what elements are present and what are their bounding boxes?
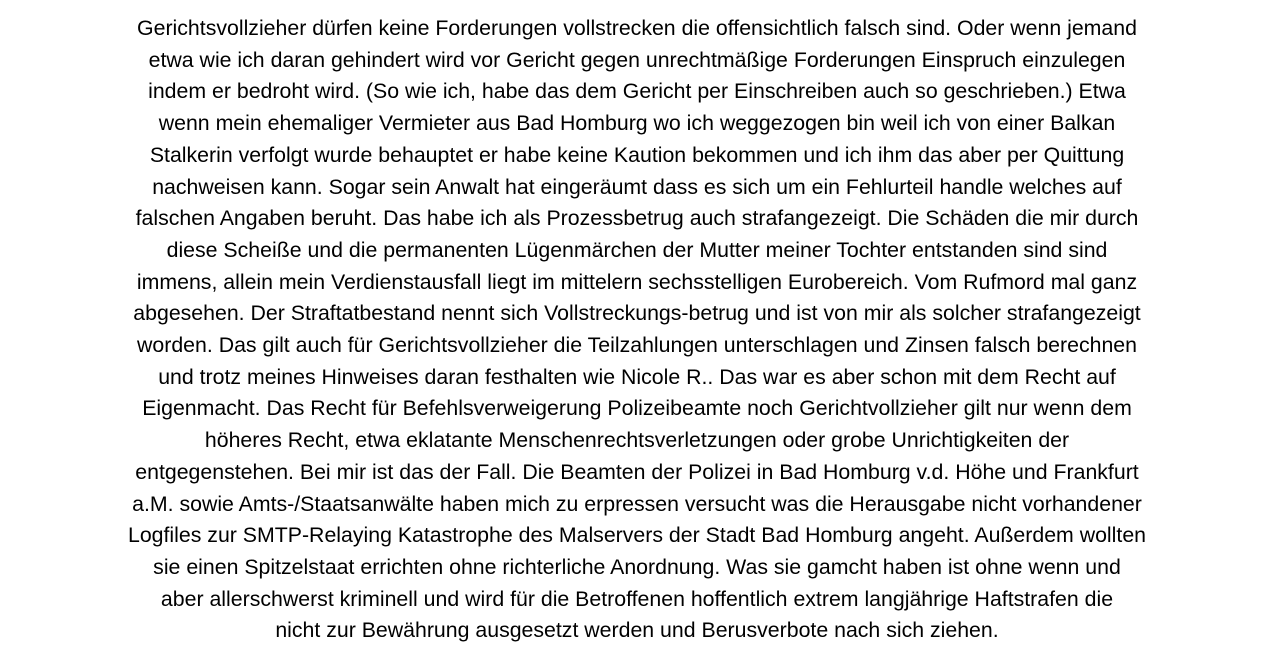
text-line: diese Scheiße und die permanenten Lügenmärchen der Mutter meiner Tochter entstanden sind sind <box>166 237 1108 262</box>
text-line: aber allerschwerst kriminell und wird für die Betroffenen hoffentlich extrem langjährige Haftstrafen die <box>160 586 1114 611</box>
text-line: höheres Recht, etwa eklatante Menschenrechtsverletzungen oder grobe Unrichtigkeiten der <box>204 428 1070 453</box>
text-line: Stalkerin verfolgt wurde behauptet er habe keine Kaution bekommen und ich ihm das aber per Quittung <box>149 142 1125 167</box>
text-line: sie einen Spitzelstaat errichten ohne richterliche Anordnung. Was sie gamcht haben ist ohne wenn und <box>153 554 1121 579</box>
text-line: nachweisen kann. Sogar sein Anwalt hat eingeräumt dass es sich um ein Fehlurteil handle welches auf <box>152 174 1122 199</box>
text-line: Gerichtsvollzieher dürfen keine Forderungen vollstrecken die offensichtlich falsch sind. Oder wenn jemand <box>137 16 1137 40</box>
text-line: wenn mein ehemaliger Vermieter aus Bad Homburg wo ich weggezogen bin weil ich von einer Balkan <box>158 111 1116 136</box>
text-line: worden. Das gilt auch für Gerichtsvollzieher die Teilzahlungen unterschlagen und Zinsen falsch berechnen <box>137 333 1137 358</box>
text-line: a.M. sowie Amts-/Staatsanwälte haben mich zu erpressen versucht was die Herausgabe nicht vorhandener <box>132 491 1142 516</box>
text-line: und trotz meines Hinweises daran festhalten wie Nicole R.. Das war es aber schon mit dem Recht auf <box>158 364 1116 389</box>
text-line: etwa wie ich daran gehindert wird vor Gericht gegen unrechtmäßige Forderungen Einspruch einzulegen <box>148 47 1126 72</box>
text-line: immens, allein mein Verdienstausfall liegt im mittelern sechsstelligen Eurobereich. Vom Rufmord mal ganz <box>136 269 1138 294</box>
text-line: Logfiles zur SMTP-Relaying Katastrophe des Malservers der Stadt Bad Homburg angeht. Außerdem wollten <box>127 523 1147 548</box>
text-line: abgesehen. Der Straftatbestand nennt sich Vollstreckungs-betrug und ist von mir als solcher strafangezeigt <box>133 301 1141 326</box>
body-text <box>0 13 1274 647</box>
text-line: Eigenmacht. Das Recht für Befehlsverweigerung Polizeibeamte noch Gerichtvollzieher gilt nur wenn dem <box>142 396 1132 421</box>
text-line: nicht zur Bewährung ausgesetzt werden und Berusverbote nach sich ziehen. <box>275 618 999 643</box>
text-line: indem er bedroht wird. (So wie ich, habe das dem Gericht per Einschreiben auch so geschrieben.) Etwa <box>148 79 1126 104</box>
text-line: entgegenstehen. Bei mir ist das der Fall. Die Beamten der Polizei in Bad Homburg v.d. Höhe und Frankfurt <box>135 459 1139 484</box>
text-line: falschen Angaben beruht. Das habe ich als Prozessbetrug auch strafangezeigt. Die Schäden die mir durch <box>135 206 1139 231</box>
